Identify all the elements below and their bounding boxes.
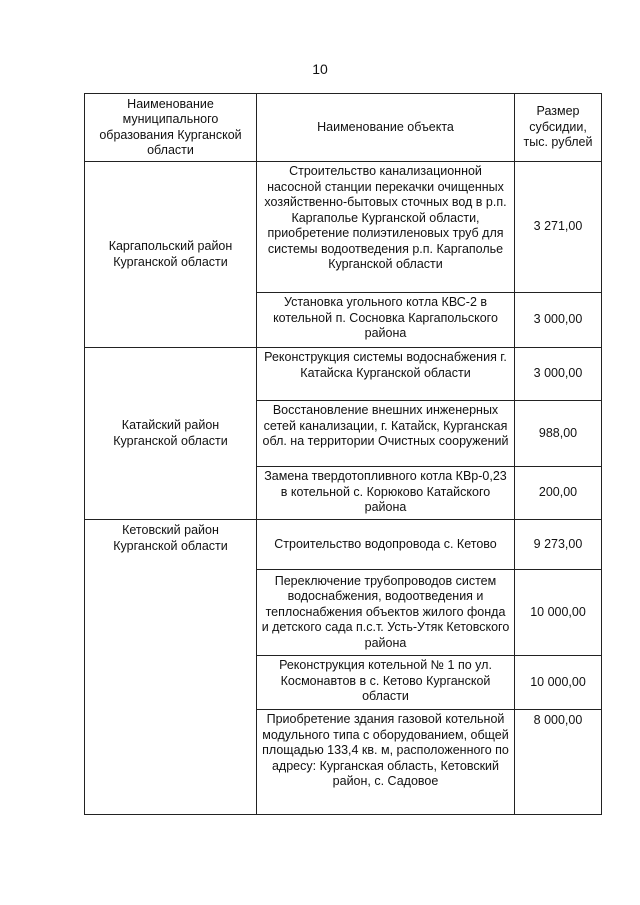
municipality-cell: Катайский район Курганской области: [85, 348, 257, 520]
amount-cell: 8 000,00: [515, 710, 602, 815]
object-cell: Восстановление внешних инженерных сетей канализации, г. Катайск, Курганская обл. на территории Очистных сооружений: [257, 401, 515, 467]
object-cell: Строительство водопровода с. Кетово: [257, 520, 515, 570]
subsidy-table: [84, 93, 602, 815]
table-row: [85, 520, 602, 570]
amount-cell: 10 000,00: [515, 570, 602, 656]
object-cell: Реконструкция котельной № 1 по ул. Космонавтов в с. Кетово Курганской области: [257, 656, 515, 710]
page-number: 10: [312, 61, 328, 77]
amount-cell: 988,00: [515, 401, 602, 467]
object-cell: Приобретение здания газовой котельной модульного типа с оборудованием, общей площадью 133,4 кв. м, расположенного по адресу: Курганская область, Кетовский район, с. Садовое: [257, 710, 515, 815]
header-subsidy: Размер субсидии, тыс. рублей: [515, 94, 602, 162]
amount-cell: 9 273,00: [515, 520, 602, 570]
header-municipality: Наименование муниципального образования Курганской области: [85, 94, 257, 162]
amount-cell: 10 000,00: [515, 656, 602, 710]
amount-cell: 3 271,00: [515, 162, 602, 293]
table-row: [85, 162, 602, 293]
municipality-cell: Каргапольский район Курганской области: [85, 162, 257, 348]
object-cell: Замена твердотопливного котла КВр-0,23 в котельной с. Корюково Катайского района: [257, 467, 515, 520]
object-cell: Установка угольного котла КВС-2 в котельной п. Сосновка Каргапольского района: [257, 293, 515, 348]
header-row: [85, 94, 602, 162]
amount-cell: 200,00: [515, 467, 602, 520]
amount-cell: 3 000,00: [515, 293, 602, 348]
object-cell: Реконструкция системы водоснабжения г. Катайска Курганской области: [257, 348, 515, 401]
header-object: Наименование объекта: [257, 94, 515, 162]
table-row: [85, 348, 602, 401]
object-cell: Переключение трубопроводов систем водоснабжения, водоотведения и теплоснабжения объектов жилого фонда и детского сада п.с.т. Усть-Утяк Кетовского района: [257, 570, 515, 656]
object-cell: Строительство канализационной насосной станции перекачки очищенных хозяйственно-бытовых сточных вод в р.п. Каргаполье Курганской области, приобретение полиэтиленовых труб для системы водоотведения р.п. Каргаполье Курганской области: [257, 162, 515, 293]
municipality-cell: Кетовский район Курганской области: [85, 520, 257, 815]
amount-cell: 3 000,00: [515, 348, 602, 401]
